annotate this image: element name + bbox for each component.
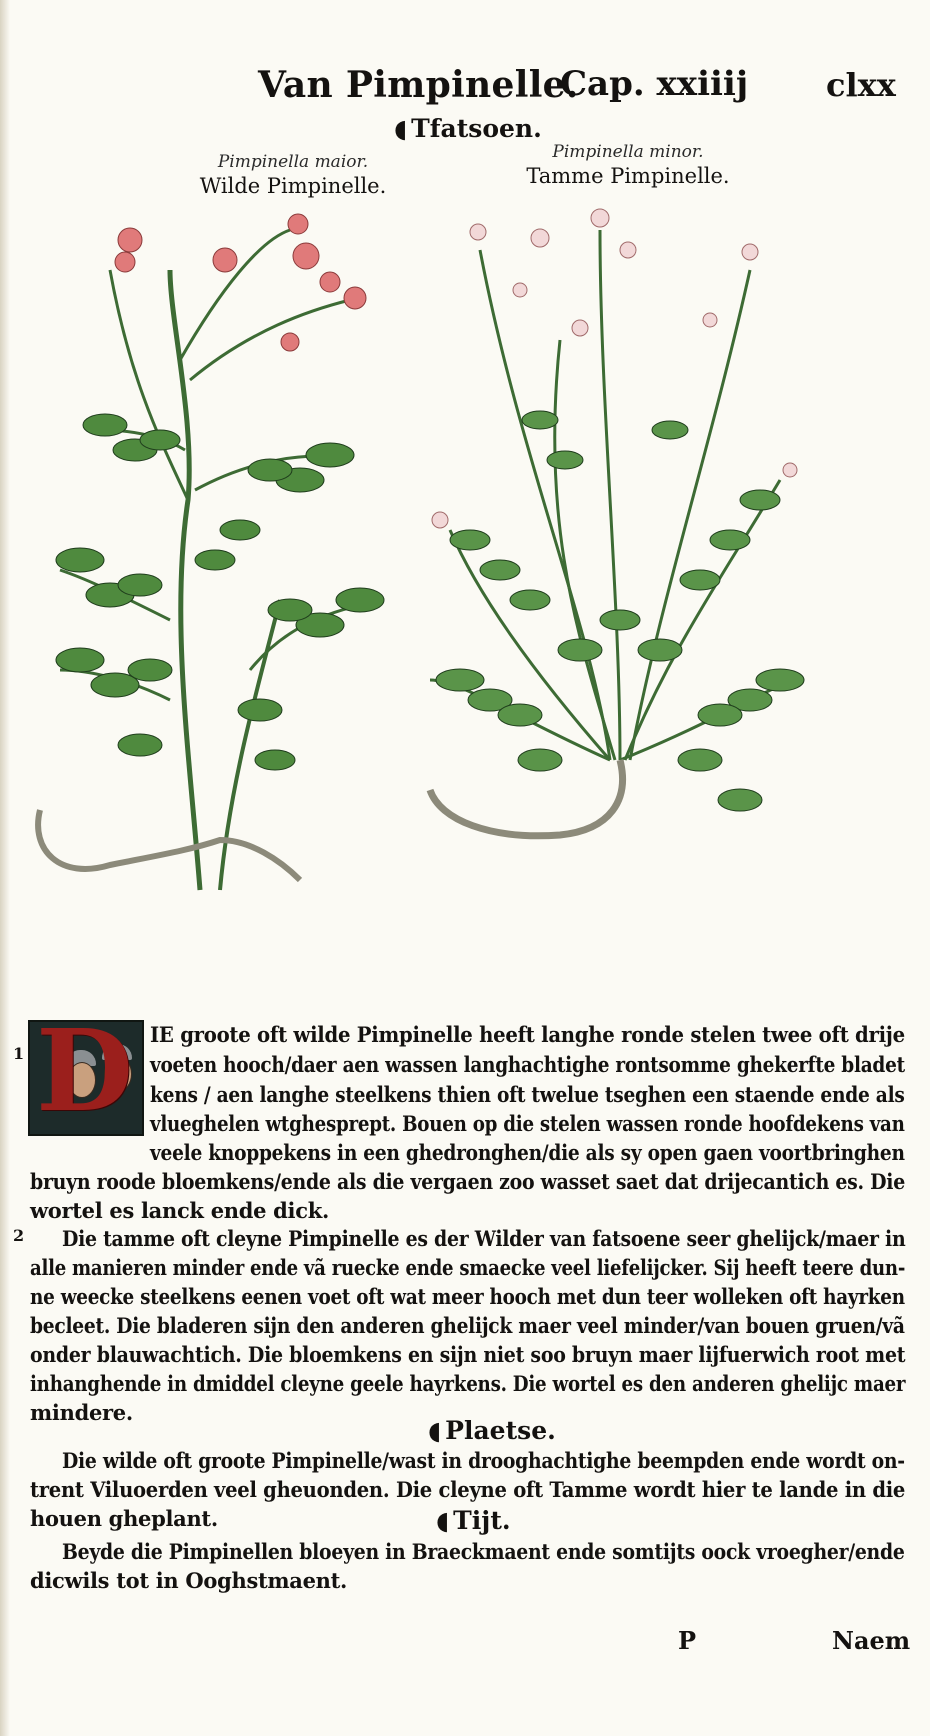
margin-marker-2: 2 [13,1226,25,1245]
tamme-pimpinelle-root [430,760,623,836]
wild-pimpinelle-leaflets [56,414,384,770]
pilcrow-icon: ◖ [428,1416,442,1445]
figure-left-latin: Pimpinella maior. [217,152,369,172]
text-line: mindere. [30,1400,133,1425]
initial-letter: D [36,1020,134,1136]
pilcrow-icon: ◖ [436,1506,450,1535]
decorated-initial [28,1020,144,1136]
figure-caption-right [508,142,748,188]
text-line: vlueghelen wtghesprept. Bouen op die stelen wassen ronde hoofdekens van [150,1111,905,1136]
folio-number: clxx [826,66,896,104]
running-title: Van Pimpinelle. [258,64,579,106]
section-heading-fatsoen [394,114,542,143]
text-line: onder blauwachtich. Die bloemkens en sijn niet soo bruyn maer lijfuerwich root met [30,1342,906,1367]
wild-pimpinelle-root [38,810,300,880]
catchword-signature: P [678,1626,697,1655]
text-line: Die wilde oft groote Pimpinelle/wast in drooghachtighe beempden ende wordt on- [62,1448,905,1473]
text-line: IE groote oft wilde Pimpinelle heeft langhe ronde stelen twee oft drije [150,1022,905,1047]
wild-pimpinelle-flowers [115,214,366,351]
text-line: wortel es lanck ende dick. [30,1198,329,1223]
text-line: dicwils tot in Ooghstmaent. [30,1568,348,1593]
chapter-number: Cap. xxiiij [560,64,749,104]
text-line: ne weecke steelkens eenen voet oft wat meer hooch met dun teer wolleken oft hayrken [30,1284,905,1309]
text-line: Beyde die Pimpinellen bloeyen in Braeckmaent ende somtijts oock vroegher/ende [62,1539,905,1564]
text-line: veele knoppekens in een ghedronghen/die als sy open gaen voortbringhen [150,1140,905,1165]
figure-caption-left [178,152,408,198]
text-line: Die tamme oft cleyne Pimpinelle es der Wilder van fatsoene seer ghelijck/maer in [62,1226,906,1251]
catchword: Naem [832,1626,911,1655]
plant-illustration [20,200,880,980]
text-line: alle manieren minder ende vã ruecke ende smaecke veel liefelijcker. Sij heeft teere dun- [30,1255,906,1280]
text-line: becleet. Die bladeren sijn den anderen ghelijck maer veel minder/van bouen gruen/vã [30,1313,905,1338]
text-line: kens / aen langhe steelkens thien oft twelue tseghen een staende ende als [150,1082,905,1107]
section-heading-plaetse [428,1416,556,1445]
margin-marker-1: 1 [13,1044,25,1063]
text-line: voeten hooch/daer aen wassen langhachtighe rontsomme ghekerfte bladet [150,1052,905,1077]
text-line: bruyn roode bloemkens/ende als die vergaen zoo wasset saet dat drijecantich es. Die [30,1169,905,1194]
figure-left-dutch: Wilde Pimpinelle. [199,174,387,198]
section-plaetse-label: Plaetse. [445,1416,556,1445]
section-heading-tijt [436,1506,511,1535]
page-edge-shadow [0,0,10,1736]
figure-right-latin: Pimpinella minor. [552,142,704,162]
section-fatsoen-label: Tfatsoen. [411,114,542,143]
text-line: trent Viluoerden veel gheuonden. Die cleyne oft Tamme wordt hier te lande in die [30,1477,906,1502]
tamme-pimpinelle-flowers [432,209,797,528]
figure-right-dutch: Tamme Pimpinelle. [526,164,730,188]
text-line: houen gheplant. [30,1506,218,1531]
section-tijt-label: Tijt. [453,1506,511,1535]
text-line: inhanghende in dmiddel cleyne geele hayrkens. Die wortel es den anderen ghelijc maer [30,1371,906,1396]
pilcrow-icon: ◖ [394,114,408,143]
